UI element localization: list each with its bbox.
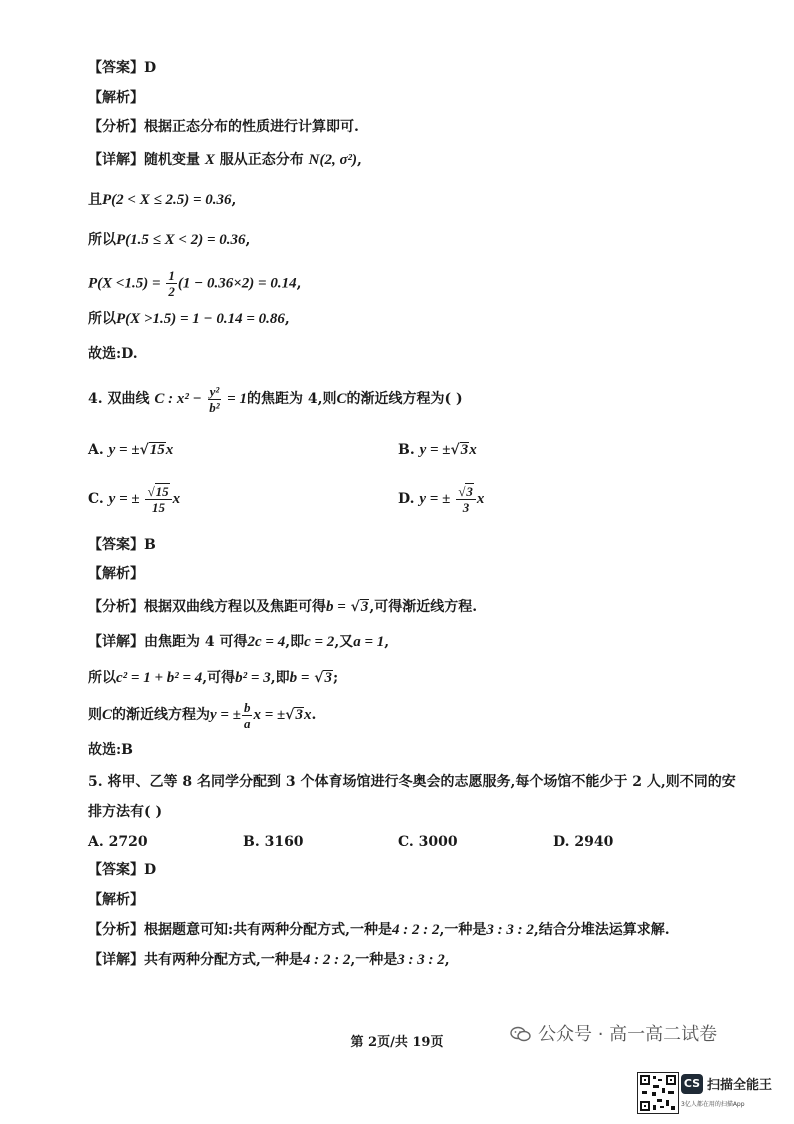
fraction [242, 700, 253, 731]
text: 【详解】共有两种分配方式,一种是 [88, 952, 303, 968]
math: a = 1 [353, 634, 385, 650]
q5-option-d[interactable]: D. 2940 [553, 834, 614, 850]
math: x [469, 442, 477, 458]
text: 的焦距为 4,则 [246, 391, 337, 407]
math: C : x² − [154, 391, 202, 407]
q4-xiangjie [88, 632, 389, 652]
q4-answer: 【答案】B [88, 537, 156, 553]
q4-option-a[interactable]: A. y = ±√15x [88, 442, 174, 458]
camscanner-logo-icon: CS [681, 1074, 703, 1094]
text: , [384, 634, 390, 650]
q4-fenxi: 【分析】根据双曲线方程以及焦距可得b = √3,可得渐近线方程. [88, 599, 478, 615]
q4-option-b[interactable]: B. y = ±√3x [398, 442, 477, 458]
q5-stem-line1: 5. 将甲、乙等 8 名同学分配到 3 个体育场馆进行冬奥会的志愿服务,每个场馆不能少于 2 人,则不同的安 [88, 774, 736, 790]
math: y = ± [210, 707, 241, 723]
q3-line4 [88, 309, 290, 329]
radicand: 3 [324, 670, 332, 686]
math: c = 2 [304, 634, 335, 650]
math: y = ± [419, 442, 451, 458]
option-label: D. [398, 491, 415, 507]
page-footer: 第 2页/共 19页 [350, 1035, 444, 1050]
math: 4 : 2 : 2 [392, 922, 440, 938]
math: = 1 [227, 391, 247, 407]
math: P(X <1.5) = [88, 275, 161, 292]
q5-xiangjie [88, 950, 450, 970]
watermark [510, 1020, 717, 1046]
math: C [102, 707, 113, 723]
numerator: y² [209, 383, 220, 399]
q5-fenxi [88, 920, 670, 940]
text: ,可得渐近线方程. [369, 599, 478, 615]
text: ,一种是 [439, 922, 487, 938]
text: , [231, 192, 237, 208]
text: ,可得 [202, 670, 236, 686]
text: 的渐近线方程为 [112, 707, 211, 723]
radicand: 3 [360, 599, 369, 615]
math: 2c = 4 [247, 634, 286, 650]
fraction [166, 268, 177, 299]
q4-line2: 所以c² = 1 + b² = 4,可得b² = 3,即b = √3; [88, 670, 339, 686]
math: c² = 1 + b² = 4 [116, 670, 203, 686]
text: 所以 [88, 311, 116, 327]
text: , [245, 232, 251, 248]
q3-answer: 【答案】D [88, 60, 157, 76]
text: ,结合分堆法运算求解. [533, 922, 670, 938]
math: y = ± [108, 491, 140, 507]
text: 所以 [88, 670, 116, 686]
radicand: 3 [466, 484, 473, 499]
qr-code [637, 1072, 679, 1114]
q4-line3: 则C的渐近线方程为y = ± $\frac{b}{a}$ x = ±√3x. [88, 699, 317, 731]
numerator: b [243, 699, 251, 715]
math: y = ± [108, 442, 140, 458]
q3-analysis-header: 【解析】 [88, 90, 144, 106]
option-label: C. [88, 491, 104, 507]
math: x [172, 491, 181, 507]
text: 【详解】由焦距为 4 可得 [88, 634, 248, 650]
denominator: 15 [152, 500, 166, 515]
numerator: √15 [145, 483, 171, 500]
option-label: B. [398, 442, 415, 458]
math: x = ± [253, 707, 286, 723]
q5-answer: 【答案】D [88, 862, 157, 878]
text: 服从正态分布 [219, 152, 304, 168]
numerator: √3 [456, 483, 476, 500]
math: P(X >1.5) = 1 − 0.14 = 0.86 [116, 311, 285, 327]
app-name: 扫描全能王 [707, 1078, 773, 1093]
denominator: b² [209, 399, 220, 415]
math: y = ± [419, 491, 451, 507]
text: , [284, 311, 290, 327]
q5-analysis-header: 【解析】 [88, 892, 144, 908]
text: ,即 [285, 634, 305, 650]
text: 【分析】根据双曲线方程以及焦距可得 [88, 599, 326, 615]
text: . [311, 707, 317, 723]
text: , [444, 952, 450, 968]
text: 且 [88, 192, 102, 208]
q5-stem-line2: 排方法有( ) [88, 804, 163, 820]
text: 的渐近线方程为( ) [346, 391, 463, 407]
q4-option-d[interactable] [398, 480, 484, 518]
math: x [476, 491, 485, 507]
text: ,一种是 [350, 952, 398, 968]
qr-pattern [638, 1073, 678, 1113]
math: 3 : 3 : 2 [486, 922, 534, 938]
q4-analysis-header: 【解析】 [88, 566, 144, 582]
denominator: 2 [168, 284, 175, 299]
text: ,又 [334, 634, 354, 650]
fraction [208, 384, 222, 415]
q4-stem [88, 382, 463, 416]
q3-fenxi: 【分析】根据正态分布的性质进行计算即可. [88, 119, 359, 135]
radicand: 15 [155, 484, 169, 499]
math: C [336, 391, 347, 407]
math: x [303, 707, 312, 723]
q5-option-c[interactable]: C. 3000 [398, 834, 458, 850]
text: 4. 双曲线 [88, 391, 150, 407]
denominator: a [243, 715, 251, 731]
math-normal: N(2, σ²) [308, 152, 358, 168]
fraction [456, 483, 476, 515]
q3-xiangjie [88, 150, 362, 170]
radicand: 15 [149, 442, 165, 458]
text: 则 [88, 707, 102, 723]
numerator: 1 [168, 268, 175, 283]
text: 所以 [88, 232, 116, 248]
fraction [145, 483, 171, 515]
denominator: 3 [462, 500, 470, 515]
math: P(1.5 ≤ X < 2) = 0.36 [116, 232, 246, 248]
text: , [296, 275, 302, 292]
q3-line3 [88, 268, 301, 299]
math: P(2 < X ≤ 2.5) = 0.36 [102, 192, 232, 208]
radicand: 3 [460, 442, 469, 458]
math: b = [326, 599, 346, 615]
math-x: X [204, 152, 215, 168]
q4-conclusion: 故选:B [88, 742, 134, 758]
math: 3 : 3 : 2 [397, 952, 445, 968]
option-label: A. [88, 442, 104, 458]
q3-line2 [88, 230, 250, 250]
text: 【详解】随机变量 [88, 152, 200, 168]
math: 4 : 2 : 2 [302, 952, 351, 968]
app-slogan: 3亿人都在用的扫描App [681, 1101, 745, 1108]
q3-line1 [88, 190, 236, 210]
q5-option-a[interactable]: A. 2720 [88, 834, 148, 850]
text: ; [332, 670, 339, 686]
wechat-icon [510, 1026, 532, 1042]
math: b = [289, 670, 310, 686]
watermark-text: 公众号 · 高一高二试卷 [538, 1024, 718, 1045]
radicand: 3 [295, 707, 303, 723]
text: , [357, 152, 362, 168]
q3-conclusion: 故选:D. [88, 346, 138, 362]
q5-option-b[interactable]: B. 3160 [243, 834, 304, 850]
math: (1 − 0.36×2) = 0.14 [177, 275, 297, 292]
text: ,即 [270, 670, 290, 686]
text: 【分析】根据题意可知:共有两种分配方式,一种是 [88, 922, 393, 938]
math: b² = 3 [235, 670, 271, 686]
q4-option-c[interactable] [88, 480, 180, 518]
math: x [165, 442, 174, 458]
